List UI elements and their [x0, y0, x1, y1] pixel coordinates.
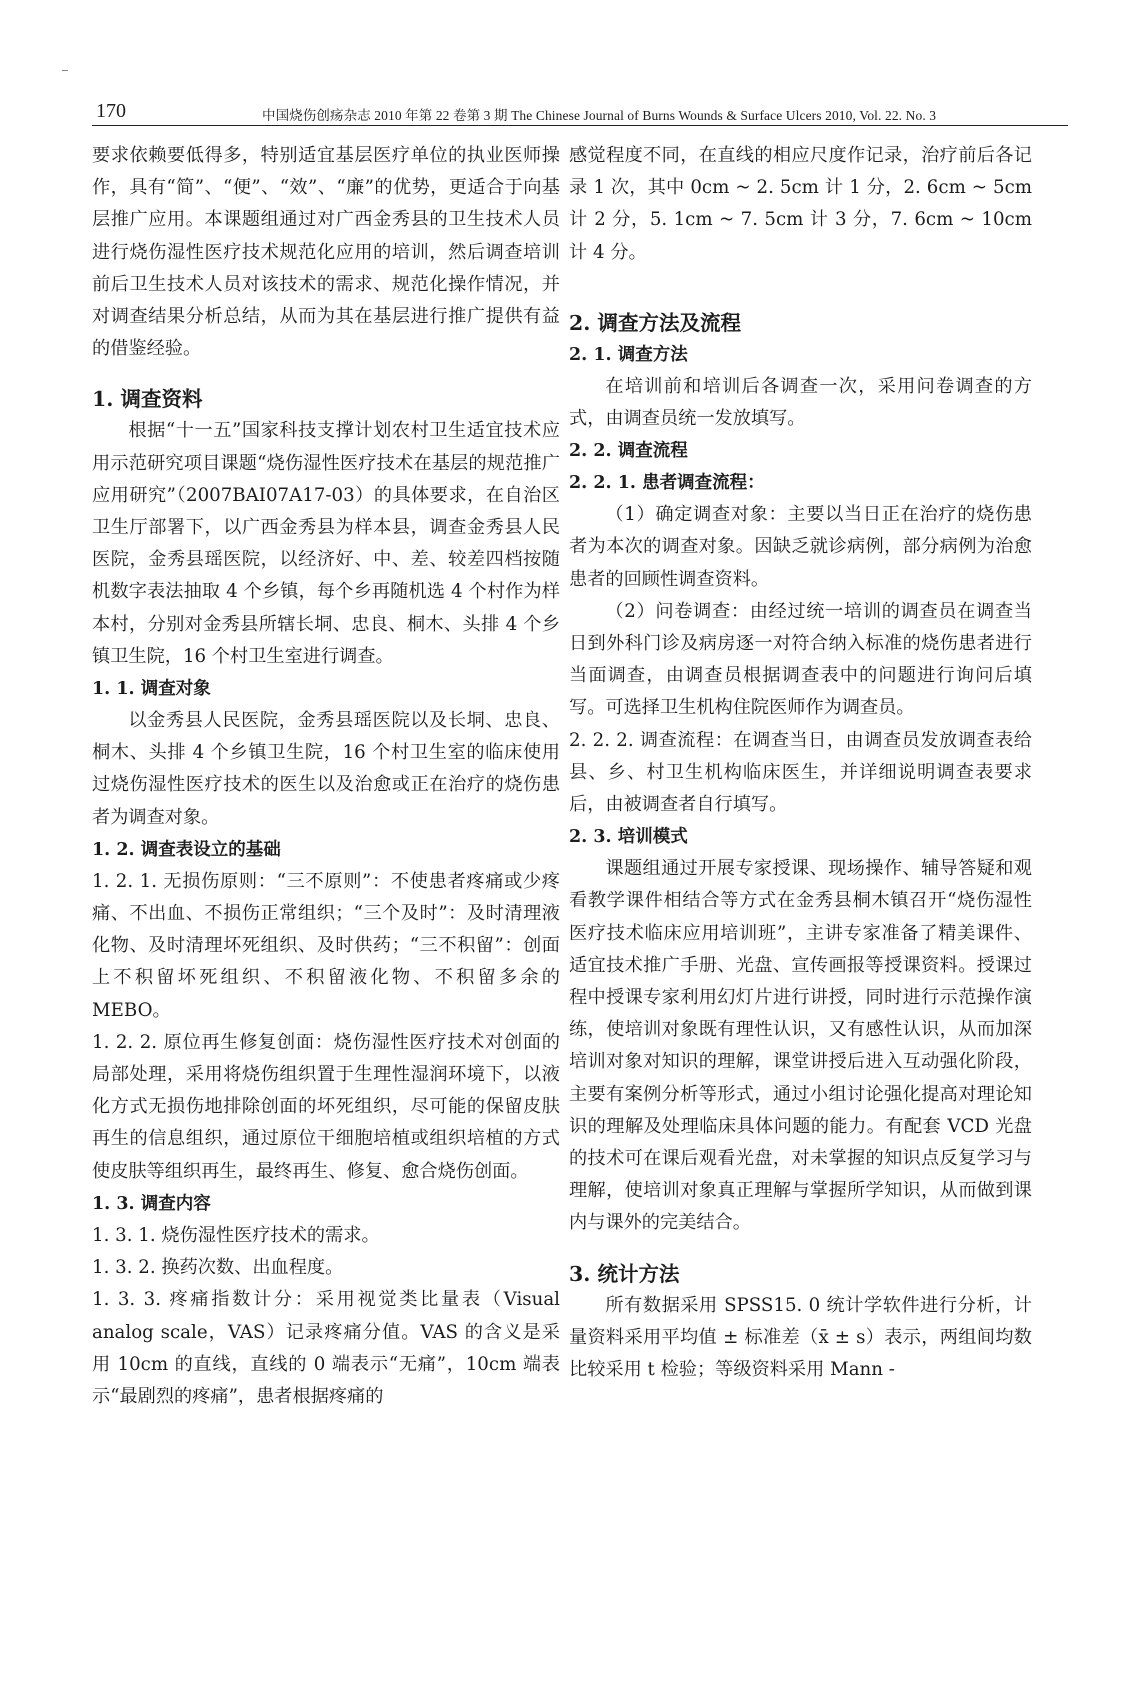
continuation-paragraph: 感觉程度不同，在直线的相应尺度作记录，治疗前后各记录 1 次，其中 0cm ~ 2. 5cm 计 1 分，2. 6cm ~ 5cm 计 2 分，5. 1cm ~ 7. 5cm 计 3 分，7. 6cm ~ 10cm 计 4 分。 [569, 145, 1032, 263]
section-2-2-2-paragraph: 2. 2. 2. 调查流程：在调查当日，由调查员发放调查表给县、乡、村卫生机构临床医生，并详细说明调查表要求后，由被调查者自行填写。 [569, 729, 1032, 816]
section-1-1-paragraph: 以金秀县人民医院，金秀县瑶医院以及长垌、忠良、桐木、头排 4 个乡镇卫生院，16 个村卫生室的临床使用过烧伤湿性医疗技术的医生以及治愈或正在治疗的烧伤患者为调查对象。 [92, 710, 560, 828]
right-column [569, 140, 1032, 1386]
section-2-heading: 2. 调查方法及流程 [569, 310, 742, 335]
section-2-2-1-item-1: （1）确定调查对象：主要以当日正在治疗的烧伤患者为本次的调查对象。因缺乏就诊病例，部分病例为治愈患者的回顾性调查资料。 [569, 504, 1032, 590]
journal-running-header: 中国烧伤创疡杂志 2010 年第 22 卷第 3 期 The Chinese Journal of Burns Wounds & Surface Ulcers 2010, Vol. 22. No. 3 [262, 108, 937, 123]
section-1-2-heading: 1. 2. 调查表设立的基础 [92, 839, 281, 860]
section-2-3-paragraph: 课题组通过开展专家授课、现场操作、辅导答疑和观看教学课件相结合等方式在金秀县桐木镇召开“烧伤湿性医疗技术临床应用培训班”，主讲专家准备了精美课件、适宜技术推广手册、光盘、宣传画报等授课资料。授课过程中授课专家利用幻灯片进行讲授，同时进行示范操作演练，使培训对象既有理性认识，又有感性认识，从而加深培训对象对知识的理解，课堂讲授后进入互动强化阶段，主要有案例分析等形式，通过小组讨论强化提高对理论知识的理解及处理临床具体问题的能力。有配套 VCD 光盘的技术可在课后观看光盘，对未掌握的知识点反复学习与理解，使培训对象真正理解与掌握所学知识，从而做到课内与课外的完美结合。 [569, 858, 1032, 1234]
section-2-3-heading: 2. 3. 培训模式 [569, 827, 688, 848]
section-1-3-2-paragraph: 1. 3. 2. 换药次数、出血程度。 [92, 1257, 344, 1279]
section-1-2-2-paragraph: 1. 2. 2. 原位再生修复创面：烧伤湿性医疗技术对创面的局部处理，采用将烧伤组织置于生理性湿润环境下，以液化方式无损伤地排除创面的坏死组织，尽可能的保留皮肤再生的信息组织，通过原位干细胞培植或组织培植的方式使皮肤等组织再生，最终再生、修复、愈合烧伤创面。 [92, 1031, 560, 1182]
section-1-1-heading: 1. 1. 调查对象 [92, 679, 211, 700]
section-3-heading: 3. 统计方法 [569, 1261, 680, 1286]
section-3-paragraph: 所有数据采用 SPSS15. 0 统计学软件进行分析，计量资料采用平均值 ± 标准差（x̄ ± s）表示，两组间均数比较采用 t 检验；等级资料采用 Mann - [569, 1294, 1032, 1381]
section-2-2-heading: 2. 2. 调查流程 [569, 441, 688, 462]
section-1-3-3-paragraph: 1. 3. 3. 疼痛指数计分：采用视觉类比量表（Visual analog scale，VAS）记录疼痛分值。VAS 的含义是采用 10cm 的直线，直线的 0 端表示“无痛”，10cm 端表示“最剧烈的疼痛”，患者根据疼痛的 [92, 1289, 560, 1407]
section-2-1-heading: 2. 1. 调查方法 [569, 344, 688, 365]
header-rule [92, 125, 1068, 126]
page-number: 170 [96, 100, 126, 122]
section-1-3-1-paragraph: 1. 3. 1. 烧伤湿性医疗技术的需求。 [92, 1224, 380, 1246]
stray-mark [62, 66, 68, 71]
section-1-paragraph: 根据“十一五”国家科技支撑计划农村卫生适宜技术应用示范研究项目课题“烧伤湿性医疗技术在基层的规范推广应用研究”（2007BAI07A17-03）的具体要求，在自治区卫生厅部署下，以广西金秀县为样本县，调查金秀县人民医院，金秀县瑶医院，以经济好、中、差、较差四档按随机数字表法抽取 4 个乡镇，每个乡再随机选 4 个村作为样本村，分别对金秀县所辖长垌、忠良、桐木、头排 4 个乡镇卫生院，16 个村卫生室进行调查。 [92, 420, 560, 667]
section-2-2-1-item-2: （2）问卷调查：由经过统一培训的调查员在调查当日到外科门诊及病房逐一对符合纳入标准的烧伤患者进行当面调查，由调查员根据调查表中的问题进行询问后填写。可选择卫生机构住院医师作为调查员。 [569, 600, 1032, 719]
intro-paragraph: 要求依赖要低得多，特别适宜基层医疗单位的执业医师操作，具有“简”、“便”、“效”、“廉”的优势，更适合于向基层推广应用。本课题组通过对广西金秀县的卫生技术人员进行烧伤湿性医疗技术规范化应用的培训，然后调查培训前后卫生技术人员对该技术的需求、规范化操作情况，并对调查结果分析总结，从而为其在基层进行推广提供有益的借鉴经验。 [92, 145, 560, 360]
left-column [92, 140, 560, 1413]
section-2-1-paragraph: 在培训前和培训后各调查一次，采用问卷调查的方式，由调查员统一发放填写。 [569, 375, 1032, 430]
section-1-3-heading: 1. 3. 调查内容 [92, 1193, 211, 1214]
section-1-2-1-paragraph: 1. 2. 1. 无损伤原则：“三不原则”：不使患者疼痛或少疼痛、不出血、不损伤正常组织；“三个及时”：及时清理液化物、及时清理坏死组织、及时供药；“三不积留”：创面上不积留坏死组织、不积留液化物、不积留多余的 MEBO。 [92, 870, 560, 1021]
section-1-heading: 1. 调查资料 [92, 387, 203, 412]
section-2-2-1-heading: 2. 2. 1. 患者调查流程： [569, 473, 765, 494]
